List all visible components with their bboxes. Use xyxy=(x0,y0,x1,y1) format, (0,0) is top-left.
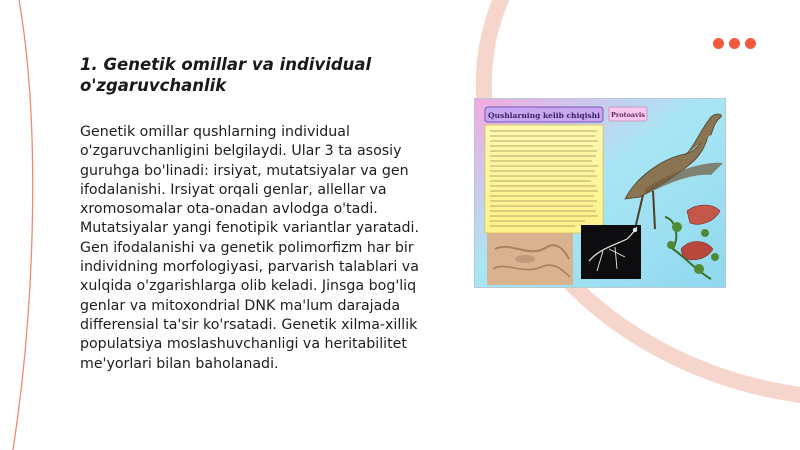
dot xyxy=(745,38,756,49)
dot xyxy=(729,38,740,49)
slide-body-text: Genetik omillar qushlarning individual o'zgaruvchanligini belgilaydi. Ular 3 ta asosiy guruhga bo'linadi: irsiyat, mutatsiyalar va gen ifodalanishi. Irsiyat orqali genlar, allellar va xromosomalar ota-onadan avlodga o'tadi. Mutatsiyalar yangi fenotipik variantlar yaratadi. Gen ifodalanishi va genetik polimorfizm har bir individning morfologiyasi, parvarish talablari va xulqida o'zgarishlarga olib keladi. Jinsga bog'liq genlar va mitoxondrial DNK ma'lum darajada differensial ta'sir ko'rsatadi. Genetik xilma-xillik populatsiya moslashuvchanligi va heritabilitet me'yorlari bilan baholanadi. xyxy=(80,124,419,372)
decorative-dots xyxy=(713,38,756,49)
skeleton-illustration xyxy=(581,225,641,279)
bird-origin-picture xyxy=(474,98,726,288)
picture-tag-label: Protoavis xyxy=(610,111,646,119)
fossil-illustration xyxy=(487,233,573,285)
decorative-left-line xyxy=(13,0,33,450)
slide-title: 1. Genetik omillar va individual o'zgaruvchanlik xyxy=(80,55,372,95)
dot xyxy=(713,38,724,49)
picture-header-label: Qushlarning kelib chiqishi xyxy=(488,111,600,120)
